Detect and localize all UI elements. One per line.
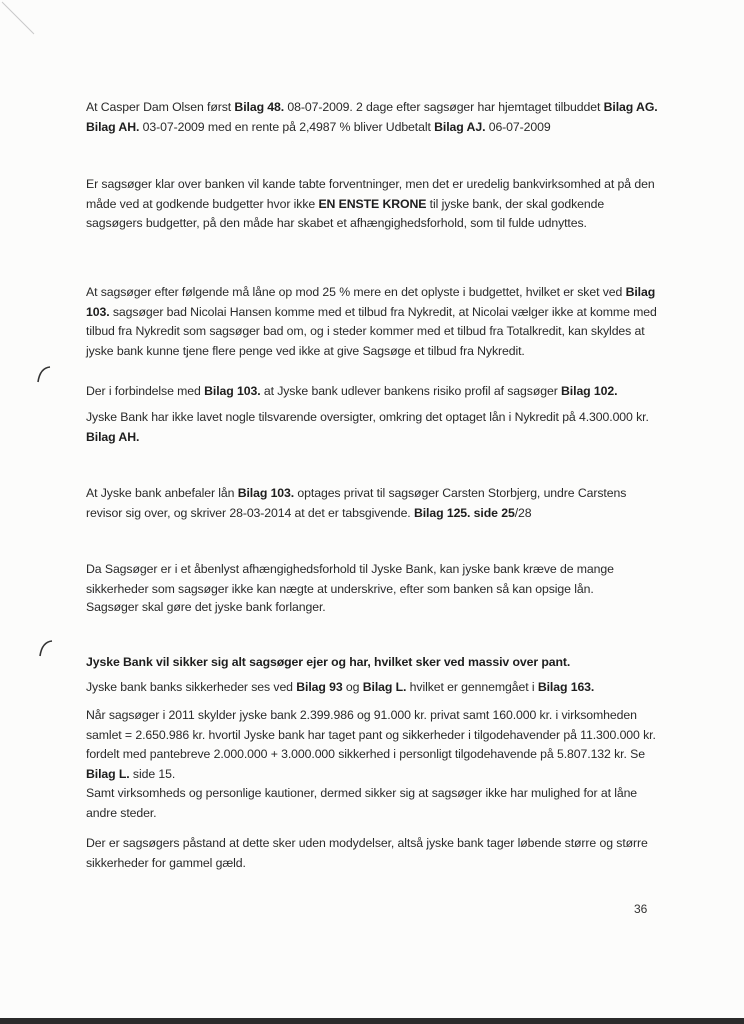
paragraph: [86, 98, 658, 137]
text-run: til jyske bank, der skal godkende sagsøgers budgetter, på den måde har skabet et afhængighedsforhold, som til fulde udnyttes.: [86, 196, 605, 231]
bilag-reference: Bilag 103.: [204, 384, 261, 398]
bilag-reference: Bilag 93: [296, 680, 343, 694]
section-heading: [86, 653, 570, 673]
bilag-reference: Bilag 48.: [234, 100, 285, 114]
punch-hole-mark-upper: [34, 364, 54, 386]
text-run: Samt virksomheds og personlige kautioner, dermed sikker sig at sagsøger ikke har mulighed for at låne andre steder.: [86, 786, 638, 820]
paragraph: [86, 175, 658, 234]
paragraph: [86, 484, 658, 523]
punch-hole-mark-lower: [36, 638, 56, 660]
bilag-reference: Bilag 125. side 25: [413, 505, 515, 520]
bilag-reference: Bilag L.: [362, 680, 407, 694]
text-run: hvilket er gennemgået i: [406, 680, 538, 694]
text-run: Er sagsøger klar over banken vil kande tabte forventninger, men det er uredelig bankvirksomhed at på den måde ved at godkende budgetter hvor ikke: [86, 177, 655, 211]
text-run: 03-07-2009 med en rente på 2,4987 % bliver Udbetalt: [139, 119, 435, 134]
text-run: Da Sagsøger er i et åbenlyst afhængighedsforhold til Jyske Bank, kan jyske bank kræve de mange sikkerheder som sagsøger ikke kan nægte at underskrive, efter som banken så kan opsige lån.: [86, 562, 614, 596]
text-run: optages privat til sagsøger Carsten Storbjerg, undre Carstens revisor sig over, og skriver 28-03-2014 at det er tabsgivende.: [86, 486, 627, 520]
text-run: Sagsøger skal gøre det jyske bank forlanger.: [86, 600, 326, 614]
text-run: At Jyske bank anbefaler lån: [86, 486, 238, 500]
paragraph: [86, 678, 594, 698]
text-run: Der er sagsøgers påstand at dette sker uden modydelser, altså jyske bank tager løbende større og større sikkerheder for gammel gæld.: [86, 836, 648, 870]
bilag-reference: Bilag L.: [86, 766, 130, 781]
paragraph: [86, 834, 658, 873]
bilag-reference: Bilag AG. Bilag AH.: [86, 100, 658, 134]
text-run: 06-07-2009: [485, 119, 551, 134]
paragraph: [86, 598, 326, 618]
bilag-reference: Bilag 163.: [537, 680, 595, 694]
text-run: Jyske bank banks sikkerheder ses ved: [86, 680, 297, 694]
text-run: sagsøger bad Nicolai Hansen komme med et tilbud fra Nykredit, at Nicolai vælger ikke at komme med tilbud fra Nykredit som sagsøger bad om, og i steder kommer med et tilbud fra Totalkredit, kan skyldes at jyske bank kunne tjene flere penge ved ikke at give Sagsøge et tilbud fra Nykredit.: [86, 304, 657, 358]
text-run: At sagsøger efter følgende må låne op mod 25 % mere en det oplyste i budgettet, hvilket er sket ved: [86, 285, 626, 299]
paragraph: [86, 283, 658, 361]
corner-fold-mark: [0, 0, 40, 40]
text-run: At Casper Dam Olsen først: [86, 100, 235, 114]
text-run: Når sagsøger i 2011 skylder jyske bank 2.399.986 og 91.000 kr. privat samt 160.000 kr. i virksomheden samlet = 2.650.986 kr. hvortil Jyske bank har taget pant og sikkerheder i tilgodehavender på 11.300.000 kr. fordelt med pantebreve 2.000.000 + 3.000.000 sikkerhed i personligt tilgodehavende på 5.807.132 kr. Se: [86, 708, 656, 762]
text-run: /28: [514, 505, 532, 520]
text-run: 08-07-2009. 2 dage efter sagsøger har hjemtaget tilbuddet: [284, 100, 604, 114]
emphasis-text: EN ENSTE KRONE: [318, 196, 427, 211]
text-run: at Jyske bank udlever bankens risiko profil af sagsøger: [260, 384, 562, 398]
text-run: side 15.: [129, 766, 176, 781]
scan-edge-line: [0, 1018, 744, 1024]
bilag-reference: Bilag 103.: [237, 486, 295, 500]
text-run: Der i forbindelse med: [86, 384, 205, 398]
paragraph: [86, 706, 658, 784]
bilag-reference: Bilag 103.: [86, 285, 656, 319]
text-run: og: [342, 680, 363, 694]
page-number: 36: [634, 902, 648, 916]
bilag-reference: Bilag AJ.: [434, 119, 486, 134]
paragraph: [86, 784, 658, 823]
paragraph: [86, 382, 617, 402]
bilag-reference: Bilag 102.: [561, 384, 618, 398]
text-run: Jyske Bank har ikke lavet nogle tilsvarende oversigter, omkring det optaget lån i Nykredit på 4.300.000 kr.: [86, 410, 649, 424]
heading-text: Jyske Bank vil sikker sig alt sagsøger ejer og har, hvilket sker ved massiv over pant.: [86, 655, 571, 669]
paragraph: [86, 408, 658, 447]
bilag-reference: Bilag AH.: [86, 429, 140, 444]
paragraph: [86, 560, 658, 599]
